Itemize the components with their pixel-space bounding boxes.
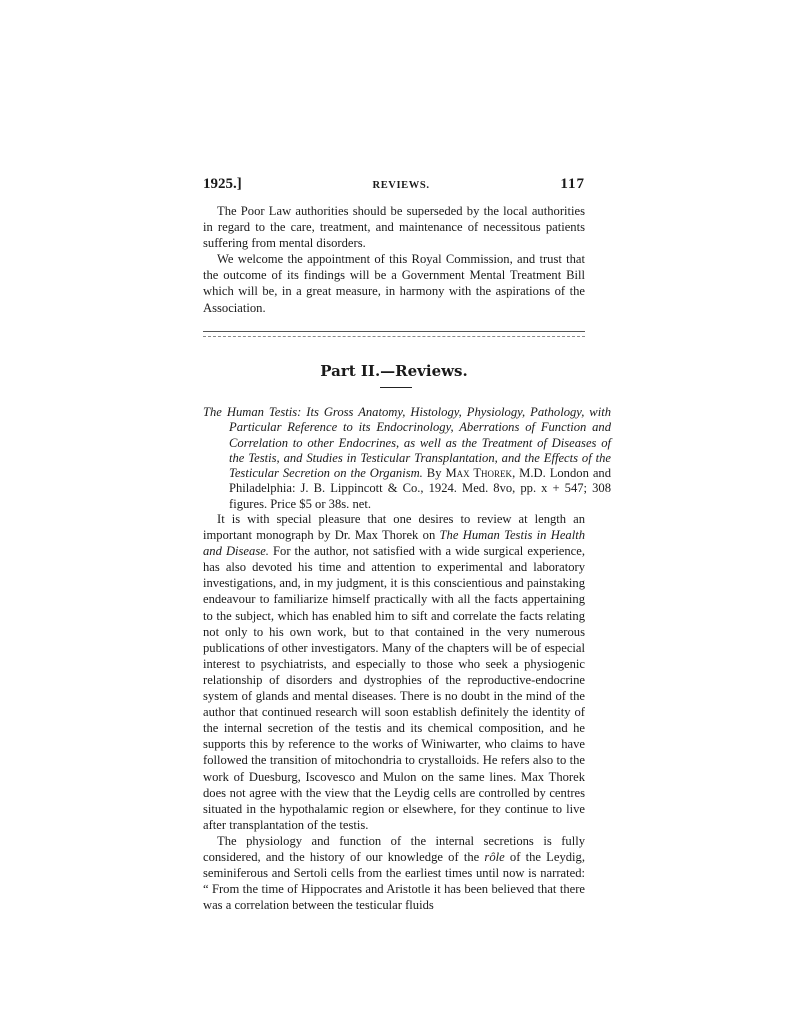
- review-body: [203, 511, 585, 913]
- review-paragraph-1: [203, 511, 585, 833]
- intro-paragraph-2: We welcome the appointment of this Royal Commission, and trust that the outcome of its findings will be a Government Mental Treatment Bill which will be, in a great measure, in harmony with the aspirations of the Association.: [203, 252, 585, 315]
- section-divider: [203, 331, 585, 337]
- review-paragraph-1-start: It is with special pleasure that one desires to review at length an important monograph by Dr. Max Thorek on: [203, 512, 585, 543]
- running-head-year: 1925.]: [203, 176, 242, 192]
- running-head-section: REVIEWS.: [372, 180, 430, 191]
- review-paragraph-1-rest: For the author, not satisfied with a wide surgical experience, has also devoted his time and attention to experimental and laboratory investigations, and, in my judgment, it is this conscientious and painstaking endeavour to familiarize himself practically with all the facts appertaining to the subject, which has enabled him to sift and correlate the facts relating not only to his own work, but to that contained in the very numerous publications of other investigators. Many of the chapters will be of especial interest to psychiatrists, and especially to those who seek a physiogenic relationship of disorders and dystrophies of the reproductive-endocrine system of glands and mental diseases. There is no doubt in the mind of the author that continued research will soon establish definitely the identity of the internal secretion of the testis and its chemical composition, and he supports this by reference to the works of Winiwarter, who claims to have followed the transition of mitochondria to crystalloids. He refers also to the work of Duesburg, Iscovesco and Mulon on the same lines. Max Thorek does not agree with the view that the Leydig cells are controlled by centres situated in the hypothalamic region or elsewhere, for they continue to live after transplantation of the testis.: [203, 544, 585, 832]
- review-paragraph-2-rest: of the Leydig, seminiferous and Sertoli cells from the earliest times until now is narrated: “ From the time of Hippocrates and Aristotle it has been believed that there was a correlation between the testicular fluids: [203, 849, 585, 913]
- section-title: Part II.—Reviews.: [320, 362, 468, 380]
- citation-by: By: [426, 466, 442, 481]
- publication-details: , M.D. London and Philadelphia: J. B. Lippincott & Co., 1924. Med. 8vo, pp. x + 547; 308 figures. Price $5 or 38s. net.: [229, 466, 611, 511]
- intro-text: [203, 203, 585, 316]
- review-paragraph-2-start: The physiology and function of the internal secretions is fully considered, and the history of our knowledge of the: [203, 833, 585, 864]
- intro-paragraph-1: The Poor Law authorities should be superseded by the local authorities in regard to the care, treatment, and maintenance of necessitous patients suffering from mental disorders.: [203, 204, 585, 251]
- review-book-title: The Human Testis in Health and Disease.: [203, 528, 585, 559]
- title-underline: [380, 387, 412, 388]
- review-citation: [203, 405, 611, 512]
- role-word: rôle: [484, 849, 505, 864]
- book-title: The Human Testis: Its Gross Anatomy, Histology, Physiology, Pathology, with Particular Reference to its Endocrinology, Aberrations of Function and Correlation to other Endocrines, as well as the Treatment of Diseases of the Testis, and Studies in Testicular Transplantation, and the Effects of the Testicular Secretion on the Organism.: [203, 405, 611, 481]
- running-head: [203, 176, 585, 196]
- review-paragraph-2: [203, 833, 585, 913]
- page-number: 117: [560, 176, 585, 192]
- book-author: Max Thorek: [445, 466, 513, 481]
